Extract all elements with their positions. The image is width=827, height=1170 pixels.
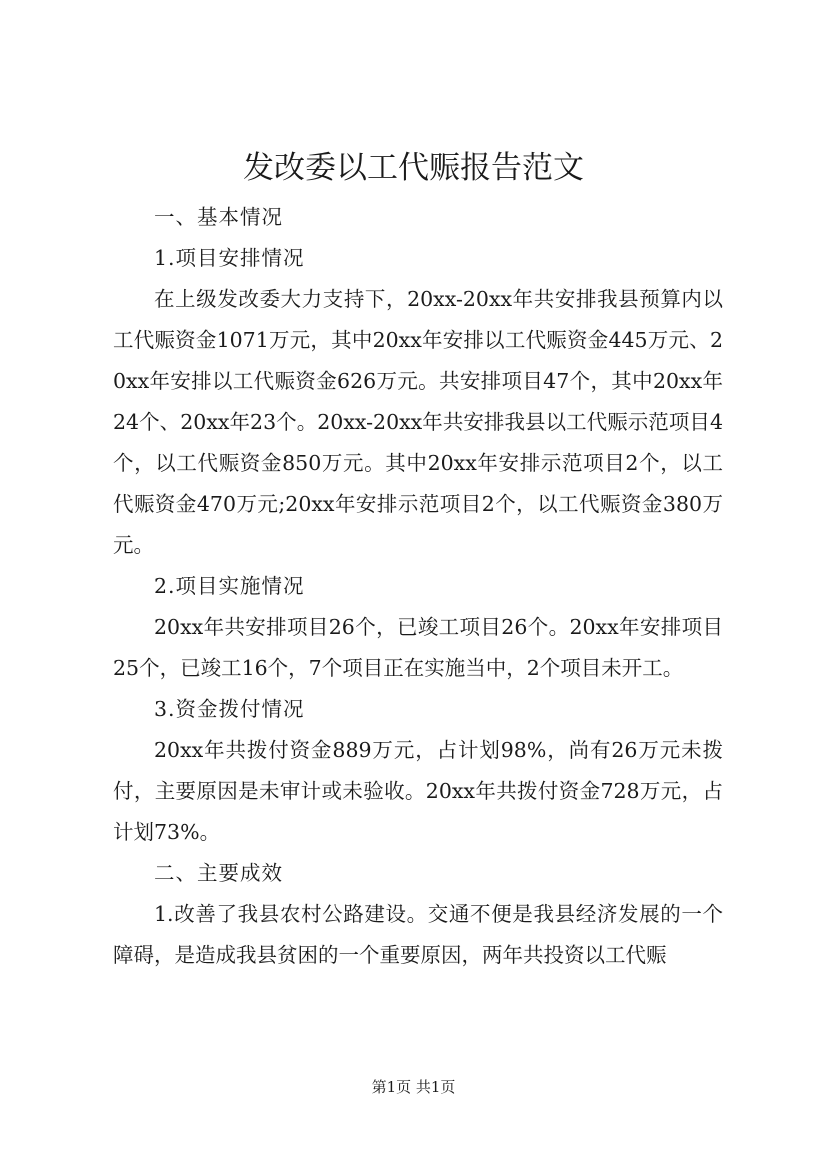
subheading-fund-disbursement: 3.资金拨付情况 <box>154 697 305 721</box>
section-heading-basic-situation: 一、基本情况 <box>154 205 283 229</box>
document-body <box>113 197 723 976</box>
subheading-project-arrangement: 1.项目安排情况 <box>154 246 305 270</box>
page-footer: 第1页 共1页 <box>371 1078 456 1096</box>
paragraph-rural-roads: 1.改善了我县农村公路建设。交通不便是我县经济发展的一个障碍，是造成我县贫困的一个重要原因，两年共投资以工代赈 <box>113 902 723 967</box>
paragraph-project-implementation: 20xx年共安排项目26个，已竣工项目26个。20xx年安排项目25个，已竣工16个，7个项目正在实施当中，2个项目未开工。 <box>113 615 723 680</box>
subheading-project-implementation: 2.项目实施情况 <box>154 574 305 598</box>
paragraph-fund-disbursement: 20xx年共拨付资金889万元，占计划98%，尚有26万元未拨付，主要原因是未审计或未验收。20xx年共拨付资金728万元，占计划73%。 <box>113 738 723 844</box>
paragraph-project-arrangement: 在上级发改委大力支持下，20xx-20xx年共安排我县预算内以工代赈资金1071万元，其中20xx年安排以工代赈资金445万元、20xx年安排以工代赈资金626万元。共安排项目47个，其中20xx年24个、20xx年23个。20xx-20xx年共安排我县以工代赈示范项目4个，以工代赈资金850万元。其中20xx年安排示范项目2个，以工代赈资金470万元;20xx年安排示范项目2个，以工代赈资金380万元。 <box>113 287 723 557</box>
section-heading-main-results: 二、主要成效 <box>154 861 283 885</box>
document-title: 发改委以工代赈报告范文 <box>243 150 584 186</box>
